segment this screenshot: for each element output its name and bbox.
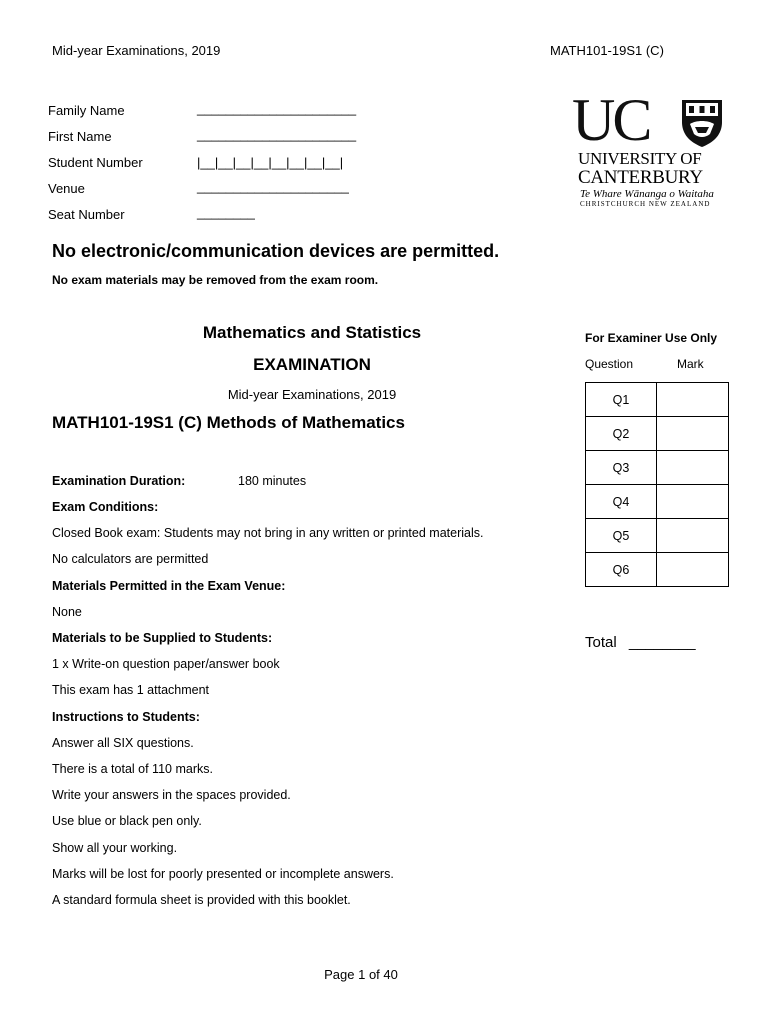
mark-cell <box>657 417 729 451</box>
family-name-label: Family Name <box>48 103 125 118</box>
instruction-line: There is a total of 110 marks. <box>52 762 213 776</box>
examiner-heading: For Examiner Use Only <box>585 331 718 345</box>
logo-letters: UC <box>572 87 650 153</box>
instruction-line: A standard formula sheet is provided with this booklet. <box>52 893 351 907</box>
total-marks <box>585 634 696 651</box>
marks-row <box>586 519 729 553</box>
venue-label: Venue <box>48 181 85 196</box>
section-heading: Materials Permitted in the Exam Venue: <box>52 579 286 593</box>
student-number-label: Student Number <box>48 155 143 170</box>
total-line: ________ <box>628 634 696 651</box>
mark-cell <box>657 519 729 553</box>
mark-cell <box>657 451 729 485</box>
marks-row <box>586 553 729 587</box>
course-title: MATH101-19S1 (C) Methods of Mathematics <box>52 413 405 432</box>
venue-line: _____________________ <box>197 179 349 194</box>
duration-value: 180 minutes <box>238 474 307 488</box>
logo-maori-name: Te Whare Wānanga o Waitaha <box>580 188 714 200</box>
materials-warning: No exam materials may be removed from the exam room. <box>52 273 379 287</box>
question-cell: Q3 <box>586 451 657 485</box>
instruction-line: No calculators are permitted <box>52 552 209 566</box>
marks-table <box>585 382 729 587</box>
instruction-line: None <box>52 605 82 619</box>
instruction-line: This exam has 1 attachment <box>52 683 210 697</box>
instruction-line: Answer all SIX questions. <box>52 736 194 750</box>
question-cell: Q5 <box>586 519 657 553</box>
seat-number-label: Seat Number <box>48 207 125 222</box>
section-heading: Materials to be Supplied to Students: <box>52 631 273 645</box>
section-heading: Exam Conditions: <box>52 500 159 514</box>
instruction-line: 1 x Write-on question paper/answer book <box>52 657 280 671</box>
question-cell: Q1 <box>586 383 657 417</box>
page-number: Page 1 of 40 <box>324 967 398 982</box>
marks-row <box>586 383 729 417</box>
question-cell: Q2 <box>586 417 657 451</box>
logo-university-of: UNIVERSITY OF <box>578 149 702 168</box>
department-title: Mathematics and Statistics <box>202 323 422 342</box>
marks-row <box>586 417 729 451</box>
marks-row <box>586 451 729 485</box>
instruction-line: Marks will be lost for poorly presented or incomplete answers. <box>52 867 394 881</box>
logo-canterbury: CANTERBURY <box>578 167 703 188</box>
first-name-label: First Name <box>48 129 112 144</box>
university-logo <box>572 87 732 210</box>
instruction-line: Write your answers in the spaces provided. <box>52 788 291 802</box>
total-label: Total <box>585 634 617 651</box>
duration-label: Examination Duration: <box>52 474 186 488</box>
devices-warning: No electronic/communication devices are permitted. <box>52 241 500 261</box>
header-session: Mid-year Examinations, 2019 <box>52 43 221 58</box>
mark-column-header: Mark <box>677 357 704 371</box>
section-heading: Instructions to Students: <box>52 710 200 724</box>
marks-row <box>586 485 729 519</box>
question-cell: Q6 <box>586 553 657 587</box>
mark-cell <box>657 485 729 519</box>
exam-session: Mid-year Examinations, 2019 <box>227 387 397 402</box>
mark-cell <box>657 553 729 587</box>
question-column-header: Question <box>585 357 634 371</box>
first-name-line: ______________________ <box>197 127 357 142</box>
question-cell: Q4 <box>586 485 657 519</box>
exam-title: EXAMINATION <box>253 355 371 374</box>
seat-number-line: ________ <box>197 205 255 220</box>
family-name-line: ______________________ <box>197 101 357 116</box>
instruction-line: Show all your working. <box>52 841 178 855</box>
student-number-boxes: |__|__|__|__|__|__|__|__| <box>197 155 344 170</box>
instruction-line: Use blue or black pen only. <box>52 814 202 828</box>
header-course-code: MATH101-19S1 (C) <box>550 43 664 58</box>
mark-cell <box>657 383 729 417</box>
instruction-line: Closed Book exam: Students may not bring in any written or printed materials. <box>52 526 484 540</box>
logo-location: CHRISTCHURCH NEW ZEALAND <box>580 200 711 208</box>
crest-icon <box>680 98 724 148</box>
